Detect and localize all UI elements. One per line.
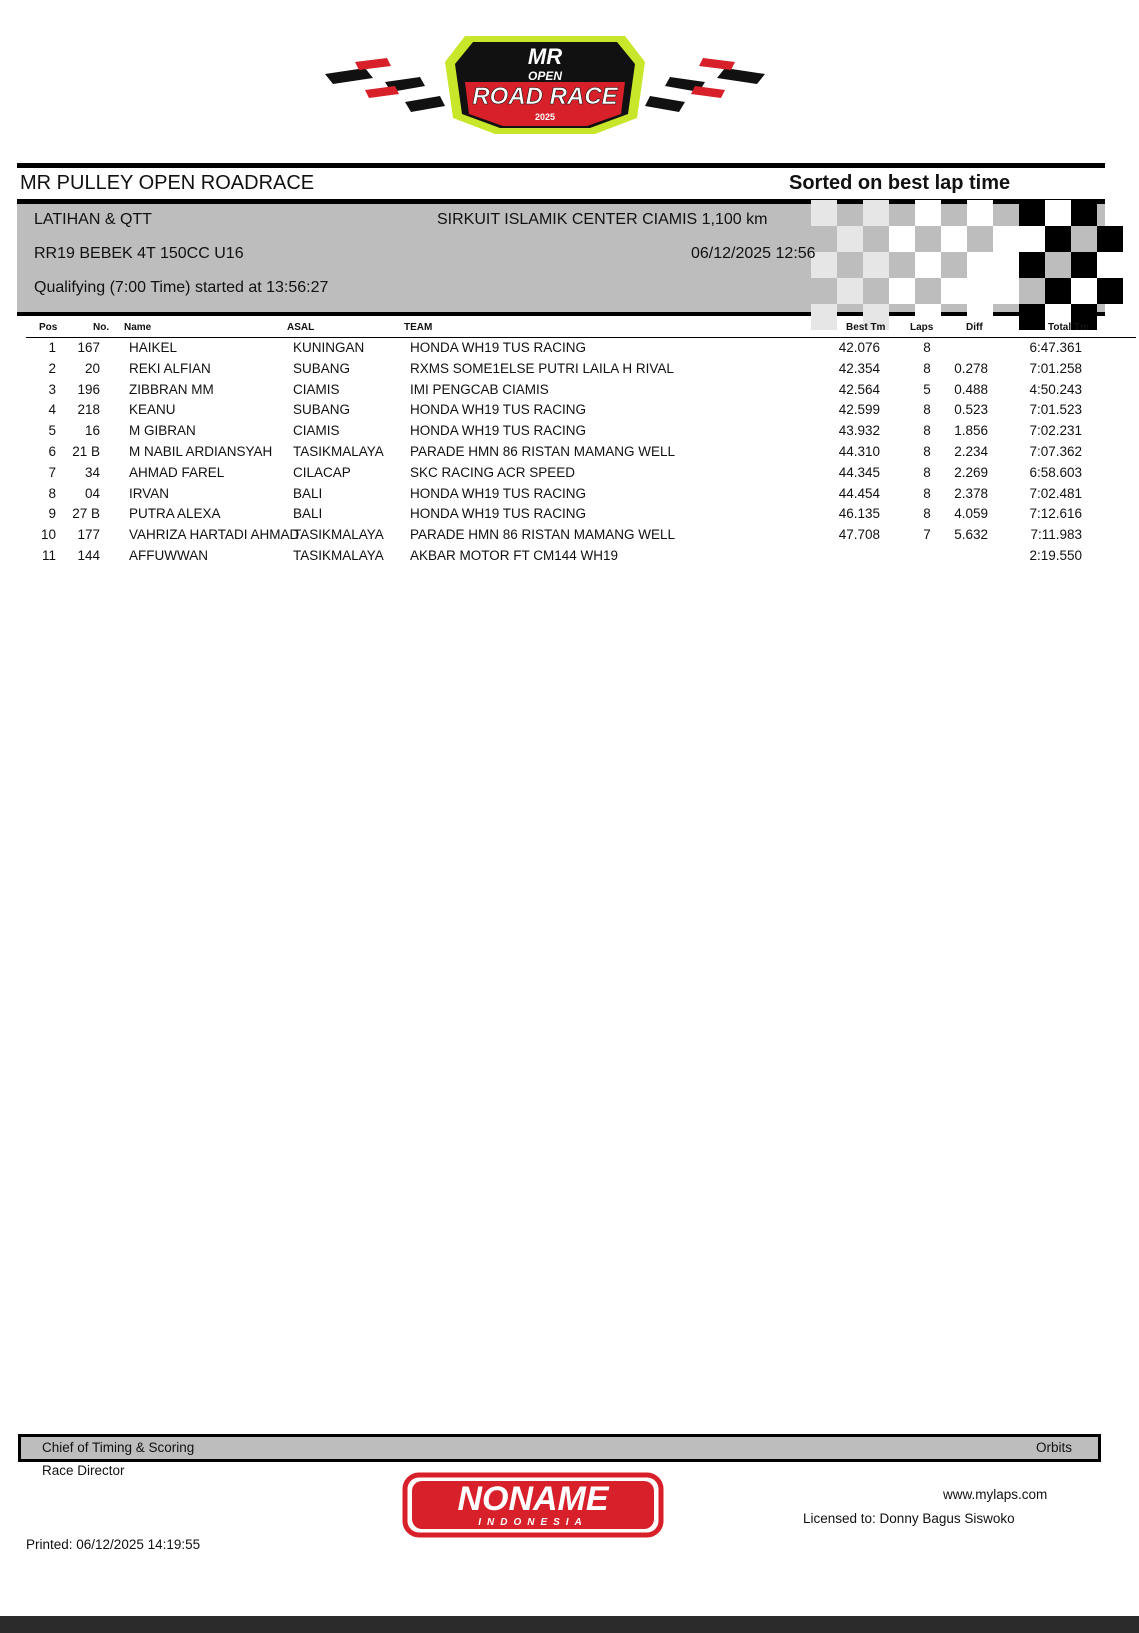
col-best: Best Tm bbox=[846, 322, 886, 333]
cell-name: M GIBRAN bbox=[129, 423, 196, 439]
orbits-label: Orbits bbox=[1036, 1440, 1073, 1455]
cell-diff: 0.523 bbox=[954, 402, 988, 418]
road-race-logo bbox=[325, 22, 765, 142]
cell-pos: 10 bbox=[40, 527, 56, 543]
cell-asal: TASIKMALAYA bbox=[293, 527, 384, 543]
cell-asal: SUBANG bbox=[293, 402, 351, 418]
checker-square bbox=[1097, 226, 1123, 252]
cell-name: AHMAD FAREL bbox=[129, 464, 225, 480]
sponsor-logo-text: NONAME bbox=[457, 1480, 609, 1518]
cell-name: PUTRA ALEXA bbox=[129, 506, 221, 522]
cell-pos: 8 bbox=[48, 485, 56, 501]
cell-asal: CIAMIS bbox=[293, 423, 340, 439]
cell-pos: 2 bbox=[48, 360, 56, 376]
cell-total: 7:01.523 bbox=[1029, 402, 1082, 418]
checker-square bbox=[889, 278, 915, 304]
header-divider bbox=[26, 337, 1136, 338]
cell-total: 7:01.258 bbox=[1029, 360, 1082, 376]
checker-square bbox=[1045, 200, 1071, 226]
session-info-band bbox=[17, 199, 1105, 316]
cell-asal: CIAMIS bbox=[293, 381, 340, 397]
checker-square bbox=[863, 252, 889, 278]
cell-team: HONDA WH19 TUS RACING bbox=[410, 485, 587, 501]
checker-square bbox=[993, 252, 1019, 278]
cell-laps: 8 bbox=[923, 506, 931, 522]
col-name: Name bbox=[124, 322, 152, 333]
cell-asal: SUBANG bbox=[293, 360, 351, 376]
checker-square bbox=[1097, 252, 1123, 278]
cell-team: RXMS SOME1ELSE PUTRI LAILA H RIVAL bbox=[410, 360, 674, 376]
cell-team: HONDA WH19 TUS RACING bbox=[410, 402, 587, 418]
cell-team: SKC RACING ACR SPEED bbox=[410, 464, 576, 480]
cell-pos: 1 bbox=[48, 340, 56, 355]
table-row bbox=[0, 423, 1139, 443]
footer-bar bbox=[18, 1434, 1101, 1462]
cell-name: REKI ALFIAN bbox=[129, 360, 211, 376]
session-name: LATIHAN & QTT bbox=[34, 211, 152, 228]
cell-pos: 6 bbox=[48, 444, 56, 459]
table-row bbox=[0, 548, 1139, 568]
noname-indonesia-logo bbox=[402, 1472, 664, 1538]
col-diff: Diff bbox=[966, 322, 983, 333]
logo-year-text: 2025 bbox=[534, 112, 556, 122]
checker-square bbox=[1045, 226, 1071, 252]
cell-laps: 8 bbox=[923, 423, 931, 439]
checker-square bbox=[1071, 200, 1097, 226]
cell-team: HONDA WH19 TUS RACING bbox=[410, 423, 587, 439]
logo-roadrace-text: ROAD RACE bbox=[472, 83, 618, 110]
cell-no: 218 bbox=[77, 402, 100, 418]
licensed-text: Licensed to: Donny Bagus Siswoko bbox=[803, 1511, 1015, 1526]
checker-square bbox=[915, 252, 941, 278]
cell-no: 20 bbox=[84, 360, 100, 376]
class-name: RR19 BEBEK 4T 150CC U16 bbox=[34, 245, 244, 262]
checker-square bbox=[993, 278, 1019, 304]
cell-laps: 8 bbox=[923, 485, 931, 501]
checker-square bbox=[889, 226, 915, 252]
checker-square bbox=[993, 226, 1019, 252]
cell-diff: 4.059 bbox=[954, 506, 988, 522]
checker-square bbox=[837, 278, 863, 304]
qualifying-info: Qualifying (7:00 Time) started at 13:56:27 bbox=[34, 279, 329, 296]
cell-total: 6:47.361 bbox=[1029, 340, 1082, 355]
col-laps: Laps bbox=[910, 322, 934, 333]
checker-square bbox=[863, 200, 889, 226]
cell-best: 46.135 bbox=[838, 506, 880, 522]
race-director-label: Race Director bbox=[42, 1463, 125, 1478]
checker-square bbox=[967, 278, 993, 304]
checker-square bbox=[1019, 252, 1045, 278]
checker-square bbox=[941, 278, 967, 304]
cell-team: PARADE HMN 86 RISTAN MAMANG WELL bbox=[410, 444, 676, 459]
cell-pos: 3 bbox=[48, 381, 56, 397]
logo-open-text: OPEN bbox=[527, 69, 563, 83]
table-row bbox=[0, 340, 1139, 360]
col-pos: Pos bbox=[39, 322, 58, 333]
checker-square bbox=[1097, 278, 1123, 304]
cell-total: 7:02.231 bbox=[1029, 423, 1082, 439]
checker-square bbox=[1071, 252, 1097, 278]
cell-laps: 8 bbox=[923, 402, 931, 418]
cell-total: 6:58.603 bbox=[1029, 464, 1082, 480]
checker-square bbox=[915, 200, 941, 226]
chief-timing-label: Chief of Timing & Scoring bbox=[42, 1440, 195, 1455]
cell-diff: 2.378 bbox=[954, 485, 988, 501]
cell-laps: 8 bbox=[923, 464, 931, 480]
cell-no: 144 bbox=[77, 548, 100, 563]
cell-diff: 0.278 bbox=[954, 360, 988, 376]
sponsor-sub-text: INDONESIA bbox=[478, 1517, 588, 1528]
cell-diff: 5.632 bbox=[954, 527, 988, 543]
cell-laps: 7 bbox=[923, 527, 931, 543]
cell-name: AFFUWWAN bbox=[129, 548, 208, 563]
cell-total: 7:12.616 bbox=[1029, 506, 1082, 522]
cell-name: IRVAN bbox=[129, 485, 170, 501]
cell-laps: 5 bbox=[923, 381, 931, 397]
cell-no: 21 B bbox=[72, 444, 100, 459]
table-row bbox=[0, 465, 1139, 485]
cell-diff: 0.488 bbox=[954, 381, 988, 397]
cell-pos: 5 bbox=[48, 423, 56, 439]
cell-laps: 8 bbox=[923, 444, 931, 459]
table-row bbox=[0, 444, 1139, 464]
cell-no: 177 bbox=[77, 527, 100, 543]
cell-team: IMI PENGCAB CIAMIS bbox=[410, 381, 549, 397]
table-row bbox=[0, 361, 1139, 381]
checker-square bbox=[1071, 278, 1097, 304]
cell-laps: 8 bbox=[923, 340, 931, 355]
session-datetime: 06/12/2025 12:56 bbox=[691, 245, 816, 262]
logo-mr-text: MR bbox=[527, 44, 563, 69]
checker-square bbox=[1019, 200, 1045, 226]
cell-no: 196 bbox=[77, 381, 100, 397]
col-total: Total Tm bbox=[1048, 322, 1089, 333]
cell-name: HAIKEL bbox=[129, 340, 178, 355]
cell-name: KEANU bbox=[129, 402, 176, 418]
cell-diff: 2.234 bbox=[954, 444, 988, 459]
cell-asal: TASIKMALAYA bbox=[293, 444, 384, 459]
printed-text: Printed: 06/12/2025 14:19:55 bbox=[26, 1537, 201, 1552]
cell-pos: 4 bbox=[48, 402, 56, 418]
cell-total: 7:02.481 bbox=[1029, 485, 1082, 501]
cell-total: 4:50.243 bbox=[1029, 381, 1082, 397]
checker-square bbox=[811, 304, 837, 330]
cell-asal: CILACAP bbox=[293, 464, 351, 480]
checker-square bbox=[967, 200, 993, 226]
sort-note: Sorted on best lap time bbox=[789, 172, 1011, 194]
cell-name: VAHRIZA HARTADI AHMAD bbox=[129, 527, 300, 543]
cell-diff: 1.856 bbox=[954, 423, 988, 439]
checker-square bbox=[811, 200, 837, 226]
cell-best: 42.354 bbox=[838, 360, 880, 376]
cell-best: 43.932 bbox=[838, 423, 880, 439]
col-team: TEAM bbox=[404, 322, 433, 333]
bottom-strip bbox=[0, 1616, 1139, 1633]
checker-square bbox=[941, 226, 967, 252]
table-row bbox=[0, 486, 1139, 506]
cell-best: 47.708 bbox=[838, 527, 880, 543]
cell-asal: KUNINGAN bbox=[293, 340, 365, 355]
cell-best: 42.076 bbox=[838, 340, 880, 355]
cell-name: ZIBBRAN MM bbox=[129, 381, 214, 397]
cell-total: 2:19.550 bbox=[1029, 548, 1082, 563]
cell-name: M NABIL ARDIANSYAH bbox=[129, 444, 273, 459]
title-row bbox=[17, 163, 1105, 200]
table-row bbox=[0, 382, 1139, 402]
table-row bbox=[0, 527, 1139, 547]
cell-pos: 9 bbox=[48, 506, 56, 522]
col-no: No. bbox=[93, 322, 110, 333]
cell-total: 7:07.362 bbox=[1029, 444, 1082, 459]
cell-team: AKBAR MOTOR FT CM144 WH19 bbox=[410, 548, 619, 563]
cell-no: 167 bbox=[77, 340, 100, 355]
cell-asal: TASIKMALAYA bbox=[293, 548, 384, 563]
cell-pos: 11 bbox=[41, 548, 56, 563]
checker-square bbox=[1045, 278, 1071, 304]
table-row bbox=[0, 506, 1139, 526]
cell-asal: BALI bbox=[293, 506, 323, 522]
event-title: MR PULLEY OPEN ROADRACE bbox=[20, 172, 315, 194]
cell-team: HONDA WH19 TUS RACING bbox=[410, 506, 587, 522]
cell-no: 27 B bbox=[72, 506, 100, 522]
col-asal: ASAL bbox=[287, 322, 315, 333]
checker-square bbox=[1019, 226, 1045, 252]
cell-pos: 7 bbox=[48, 464, 56, 480]
cell-best: 42.564 bbox=[838, 381, 880, 397]
cell-no: 04 bbox=[84, 485, 100, 501]
checker-square bbox=[967, 252, 993, 278]
cell-laps: 8 bbox=[923, 360, 931, 376]
table-row bbox=[0, 402, 1139, 422]
checker-square bbox=[1019, 304, 1045, 330]
cell-no: 34 bbox=[84, 464, 100, 480]
cell-best: 44.454 bbox=[838, 485, 880, 501]
circuit-name: SIRKUIT ISLAMIK CENTER CIAMIS 1,100 km bbox=[437, 211, 768, 228]
checker-square bbox=[837, 226, 863, 252]
cell-diff: 2.269 bbox=[954, 464, 988, 480]
cell-best: 44.310 bbox=[838, 444, 880, 459]
cell-team: HONDA WH19 TUS RACING bbox=[410, 340, 587, 355]
cell-best: 42.599 bbox=[838, 402, 880, 418]
cell-asal: BALI bbox=[293, 485, 323, 501]
cell-team: PARADE HMN 86 RISTAN MAMANG WELL bbox=[410, 527, 676, 543]
cell-total: 7:11.983 bbox=[1030, 527, 1082, 543]
cell-best: 44.345 bbox=[838, 464, 880, 480]
website-text: www.mylaps.com bbox=[943, 1487, 1048, 1502]
cell-no: 16 bbox=[84, 423, 100, 439]
